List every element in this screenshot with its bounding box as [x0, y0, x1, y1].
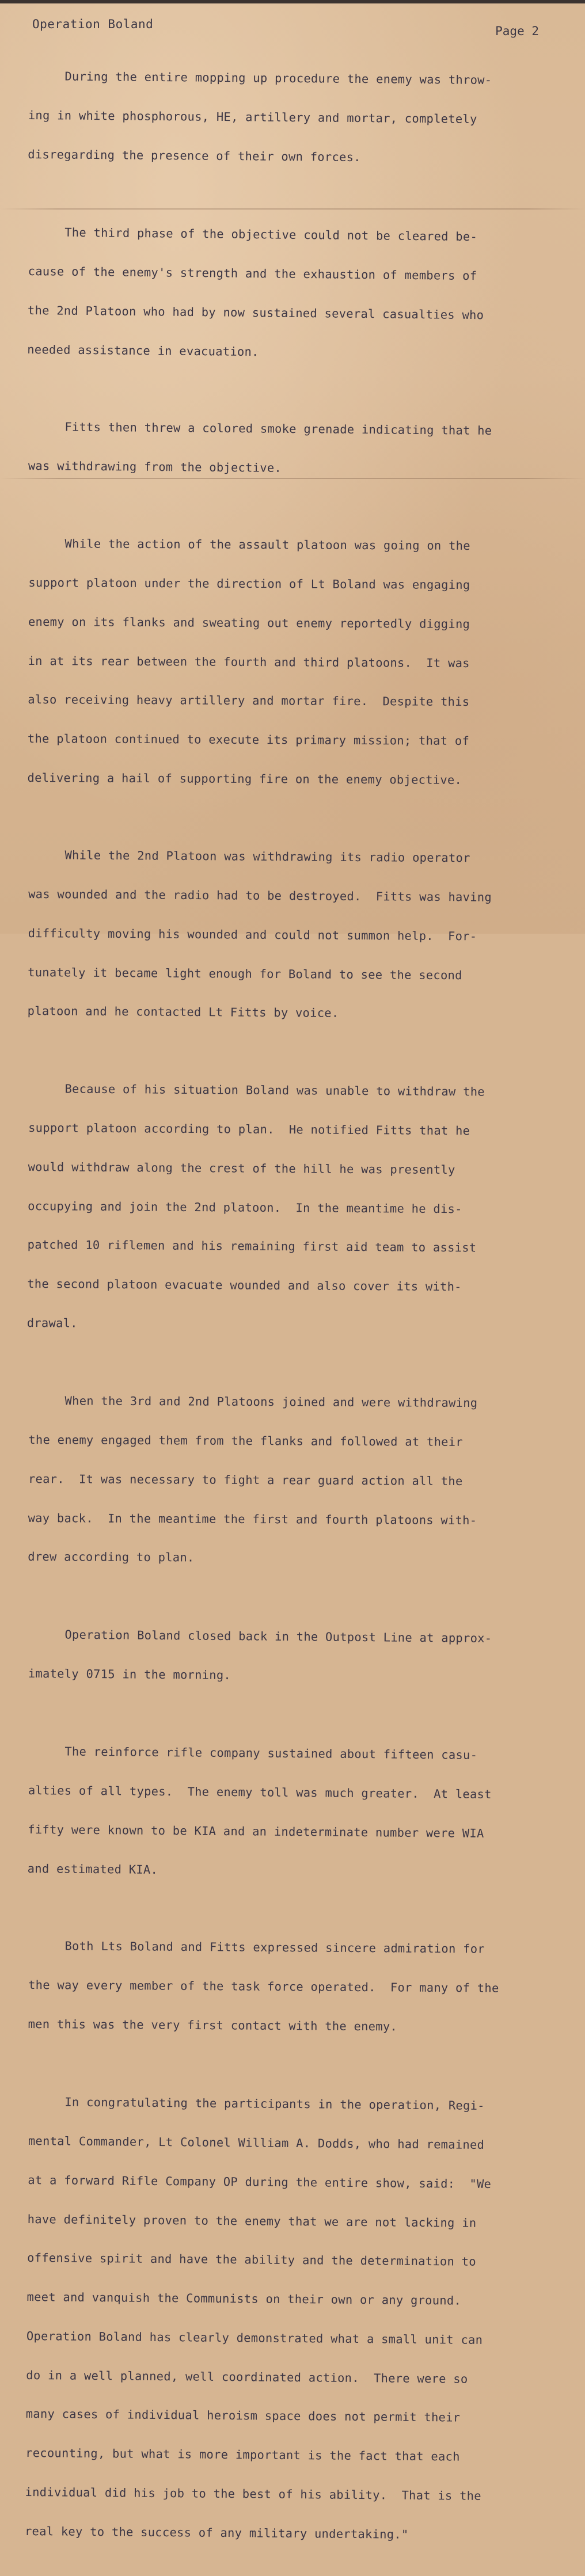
text-line: fifty were known to be KIA and an indeterminate number were WIA: [28, 1822, 484, 1840]
text-line: do in a well planned, well coordinated action. There were so: [26, 2368, 468, 2386]
text-line: support platoon under the direction of Lt Boland was engaging: [28, 575, 470, 592]
text-line: the platoon continued to execute its primary mission; that of: [27, 731, 470, 748]
text-line: would withdraw along the crest of the hill he was presently: [28, 1160, 455, 1177]
text-line: in at its rear between the fourth and third platoons. It was: [28, 653, 470, 670]
page-header: [32, 17, 539, 40]
text-line: recounting, but what is more important is the fact that each: [25, 2445, 460, 2464]
paragraph: [25, 2069, 541, 2568]
text-line: disregarding the presence of their own forces.: [28, 147, 361, 164]
text-line: offensive spirit and have the ability and the determination to: [27, 2250, 476, 2269]
text-line: rear. It was necessary to fight a rear guard action all the: [28, 1471, 463, 1488]
paragraph: [27, 511, 541, 813]
text-line: way back. In the meantime the first and fourth platoons with-: [28, 1510, 477, 1527]
text-line: men this was the very first contact with the enemy.: [28, 2016, 398, 2034]
document-body: [24, 44, 541, 2576]
text-line: enemy on its flanks and sweating out enemy reportedly digging: [28, 614, 470, 631]
text-line: platoon and he contacted Lt Fitts by voice.: [27, 1004, 339, 1021]
paragraph: [27, 823, 541, 1047]
text-line: In congratulating the participants in the operation, Regi-: [28, 2094, 485, 2113]
text-line: real key to the success of any military undertaking.": [24, 2524, 409, 2541]
text-line: When the 3rd and 2nd Platoons joined and were withdrawing: [28, 1394, 478, 1410]
text-line: Because of his situation Boland was unable to withdraw the: [28, 1082, 485, 1099]
text-line: Operation Boland closed back in the Outpost Line at approx-: [28, 1627, 492, 1646]
text-line: ing in white phosphorous, HE, artillery and mortar, completely: [28, 108, 477, 126]
text-line: During the entire mopping up procedure the enemy was throw-: [28, 69, 492, 87]
text-line: drew according to plan.: [28, 1550, 195, 1565]
paragraph: [28, 1368, 541, 1592]
text-line: The third phase of the objective could not be cleared be-: [28, 225, 478, 243]
text-line: the enemy engaged them from the flanks and followed at their: [28, 1432, 463, 1449]
paragraph: [27, 200, 541, 387]
text-line: also receiving heavy artillery and mortar fire. Despite this: [28, 692, 470, 709]
text-line: The reinforce rifle company sustained about fifteen casu-: [28, 1744, 478, 1762]
document-title: Operation Boland: [32, 17, 154, 31]
text-line: was wounded and the radio had to be destroyed. Fitts was having: [28, 887, 492, 904]
text-line: the way every member of the task force operated. For many of the: [28, 1978, 499, 1995]
text-line: drawal.: [26, 1316, 78, 1330]
text-line: Fitts then threw a colored smoke grenade indicating that he: [28, 420, 492, 438]
paragraph: [28, 1913, 541, 2060]
paragraph: [28, 1602, 541, 1711]
paragraph: [27, 1719, 541, 1905]
text-line: the second platoon evacuate wounded and also cover its with-: [27, 1277, 462, 1294]
text-line: support platoon according to plan. He notified Fitts that he: [28, 1121, 470, 1138]
text-line: While the action of the assault platoon was going on the: [28, 536, 470, 553]
page-number: Page 2: [495, 24, 539, 38]
text-line: While the 2nd Platoon was withdrawing its radio operator: [28, 848, 470, 865]
text-line: the 2nd Platoon who had by now sustained several casualties who: [27, 303, 484, 322]
text-line: and estimated KIA.: [27, 1861, 158, 1877]
text-line: occupying and join the 2nd platoon. In the meantime he dis-: [28, 1198, 462, 1216]
text-line: meet and vanquish the Communists on their own or any ground.: [26, 2289, 462, 2308]
text-line: many cases of individual heroism space does not permit their: [25, 2407, 461, 2425]
text-line: alties of all types. The enemy toll was much greater. At least: [28, 1783, 492, 1801]
text-line: Both Lts Boland and Fitts expressed sincere admiration for: [28, 1939, 485, 1956]
text-line: individual did his job to the best of his ability. That is the: [25, 2484, 481, 2503]
text-line: patched 10 riflemen and his remaining first aid team to assist: [27, 1238, 477, 1255]
paragraph: [28, 44, 541, 191]
text-line: cause of the enemy's strength and the exhaustion of members of: [28, 264, 477, 283]
text-line: tunately it became light enough for Boland to see the second: [28, 965, 462, 983]
text-line: mental Commander, Lt Colonel William A. Dodds, who had remained: [28, 2133, 485, 2152]
text-line: imately 0715 in the morning.: [28, 1666, 231, 1683]
text-line: at a forward Rifle Company OP during the entire show, said: "We: [28, 2172, 492, 2191]
text-line: Operation Boland has clearly demonstrated what a small unit can: [26, 2328, 483, 2347]
paragraph: [26, 1056, 541, 1359]
text-line: was withdrawing from the objective.: [28, 458, 282, 475]
paragraph: [28, 394, 541, 503]
text-line: delivering a hail of supporting fire on the enemy objective.: [27, 770, 462, 787]
text-line: difficulty moving his wounded and could not summon help. For-: [28, 926, 477, 943]
text-line: have definitely proven to the enemy that we are not lacking in: [27, 2212, 477, 2230]
text-line: needed assistance in evacuation.: [27, 342, 259, 359]
scan-top-edge: [0, 0, 585, 3]
